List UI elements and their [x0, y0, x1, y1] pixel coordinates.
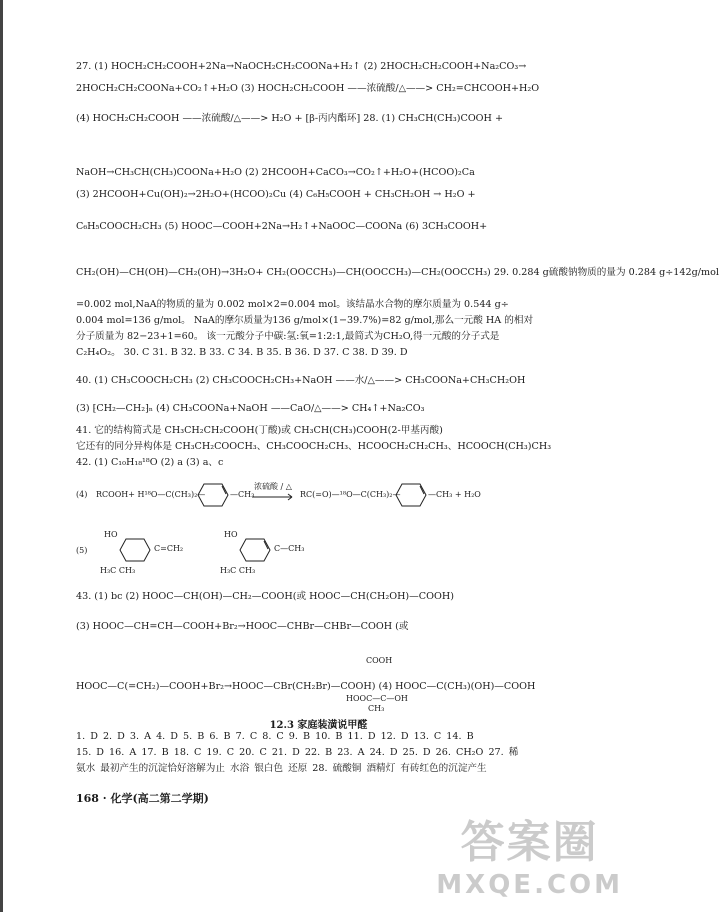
q43-line-1: 43. (1) bc (2) HOOC—CH(OH)—CH₂—COOH(或 HOOC—CH(CH₂OH)—COOH): [76, 591, 454, 602]
q41-line-2: 它还有的同分异构体是 CH₃CH₂COOCH₃、CH₃COOCH₂CH₃、HCOOCH₂CH₂CH₃、HCOOCH(CH₃)CH₃: [76, 441, 552, 452]
page-edge: [0, 0, 3, 912]
cyclohexane-ring-a: [120, 539, 150, 561]
q42-5a-hydroxyl: HO: [104, 530, 118, 539]
q42-5b-substituent: C—CH₃: [274, 544, 305, 553]
q42-4-arrow-label: 浓硫酸 / △: [254, 482, 292, 491]
q27-line-3: (4) HOCH₂CH₂COOH ——浓硫酸/△——> H₂O + [β-丙内酯环] 28. (1) CH₃CH(CH₃)COOH +: [76, 113, 504, 124]
watermark: [436, 806, 623, 900]
q28-line-2: (3) 2HCOOH+Cu(OH)₂→2H₂O+(HCOO)₂Cu (4) C₆H₅COOH + CH₃CH₂OH → H₂O +: [76, 189, 476, 200]
page-footer: 168 · 化学(高二第二学期): [76, 792, 209, 805]
q41-line-1: 41. 它的结构简式是 CH₃CH₂CH₂COOH(丁酸)或 CH₃CH(CH₃)COOH(2-甲基丙酸): [76, 425, 443, 436]
cyclohexene-ring-right: [396, 484, 426, 506]
q43-line-3: HOOC—C(=CH₂)—COOH+Br₂→HOOC—CBr(CH₂Br)—COOH) (4) HOOC—C(CH₃)(OH)—COOH: [76, 681, 536, 692]
q28-line-1: NaOH→CH₃CH(CH₃)COONa+H₂O (2) 2HCOOH+CaCO₃→CO₂↑+H₂O+(HCOO)₂Ca: [76, 167, 475, 178]
q42-4-label: (4): [76, 490, 88, 499]
q40-line-1: 40. (1) CH₃COOCH₂CH₃ (2) CH₃COOCH₂CH₃+NaOH ——水/△——> CH₃COONa+CH₃CH₂OH: [76, 375, 526, 386]
cyclohexene-ring-b: [240, 539, 270, 561]
q42-5b-hydroxyl: HO: [224, 530, 238, 539]
q29-line-1: =0.002 mol,NaA的物质的量为 0.002 mol×2=0.004 mol。该结晶水合物的摩尔质量为 0.544 g÷: [76, 299, 509, 310]
q27-line-1: 27. (1) HOCH₂CH₂COOH+2Na→NaOCH₂CH₂COONa+H₂↑ (2) 2HOCH₂CH₂COOH+Na₂CO₃→: [76, 61, 527, 72]
choices-line-1: 1. D 2. D 3. A 4. D 5. B 6. B 7. C 8. C 9. B 10. B 11. D 12. D 13. C 14. B: [76, 731, 474, 742]
q42-5a-ring: [118, 536, 152, 564]
choices-line-3: 氨水 最初产生的沉淀恰好溶解为止 水浴 银白色 还原 28. 硫酸铜 酒精灯 有砖红色的沉淀产生: [76, 763, 487, 774]
watermark-logo-text: 答案圈: [460, 817, 599, 868]
cyclohexene-ring-left: [198, 484, 228, 506]
q28-line-4: CH₂(OH)—CH(OH)—CH₂(OH)→3H₂O+ CH₂(OOCCH₃)—CH(OOCCH₃)—CH₂(OOCCH₃) 29. 0.284 g硫酸钠物质的量为 0.284 g÷142g/mol: [76, 267, 719, 278]
q28-line-3: C₆H₅COOCH₂CH₃ (5) HOOC—COOH+2Na→H₂↑+NaOOC—COONa (6) 3CH₃COOH+: [76, 221, 488, 232]
q42-5b-methyls: H₃C CH₃: [220, 566, 256, 575]
q42-5a-methyls: H₃C CH₃: [100, 566, 136, 575]
q42-4-product-tail: —CH₃ + H₂O: [428, 490, 481, 499]
q42-5-label: (5): [76, 546, 88, 555]
watermark-url: MXQE.COM: [436, 870, 623, 900]
q42-4-methyl-left: —CH₃: [230, 490, 255, 499]
q42-4-ester: RC(=O)—¹⁸O—C(CH₃)₂—: [300, 490, 401, 499]
q27-line-2: 2HOCH₂CH₂COONa+CO₂↑+H₂O (3) HOCH₂CH₂COOH ——浓硫酸/△——> CH₂=CHCOOH+H₂O: [76, 83, 540, 94]
q42-4-ring-left: [196, 480, 230, 510]
choices-line-2: 15. D 16. A 17. B 18. C 19. C 20. C 21. D 22. B 23. A 24. D 25. D 26. CH₂O 27. 稀: [76, 747, 519, 758]
q42-4-reactant: RCOOH+ H¹⁸O—C(CH₃)₂—: [96, 490, 206, 499]
q42-line-1: 42. (1) C₁₀H₁₈¹⁸O (2) a (3) a、c: [76, 457, 224, 468]
q29-line-4: C₂H₄O₂。 30. C 31. B 32. B 33. C 34. B 35. B 36. D 37. C 38. D 39. D: [76, 347, 408, 358]
q40-line-2: (3) ⁅CH₂—CH₂⁆ₙ (4) CH₃COONa+NaOH ——CaO/△——> CH₄↑+Na₂CO₃: [76, 403, 425, 414]
q42-5a-substituent: C=CH₂: [154, 544, 184, 553]
q29-line-2: 0.004 mol=136 g/mol。 NaA的摩尔质量为136 g/mol×(1−39.7%)=82 g/mol,那么一元酸 HA 的相对: [76, 315, 534, 326]
reaction-arrow-icon: [252, 494, 296, 500]
q43-4-bottom: CH₃: [368, 704, 385, 713]
section-heading: 12.3 家庭装潢说甲醛: [269, 720, 368, 731]
q42-4-ring-right: [394, 480, 428, 510]
q29-line-3: 分子质量为 82−23+1=60。 该一元酸分子中碳:氢:氧=1:2:1,最简式为CH₂O,得一元酸的分子式是: [76, 331, 500, 342]
q43-line-2: (3) HOOC—CH=CH—COOH+Br₂→HOOC—CHBr—CHBr—COOH (或: [76, 621, 409, 632]
q42-5b-ring: [238, 536, 272, 564]
q43-4-main: HOOC—C—OH: [346, 694, 408, 703]
q43-4-top: COOH: [366, 656, 393, 665]
